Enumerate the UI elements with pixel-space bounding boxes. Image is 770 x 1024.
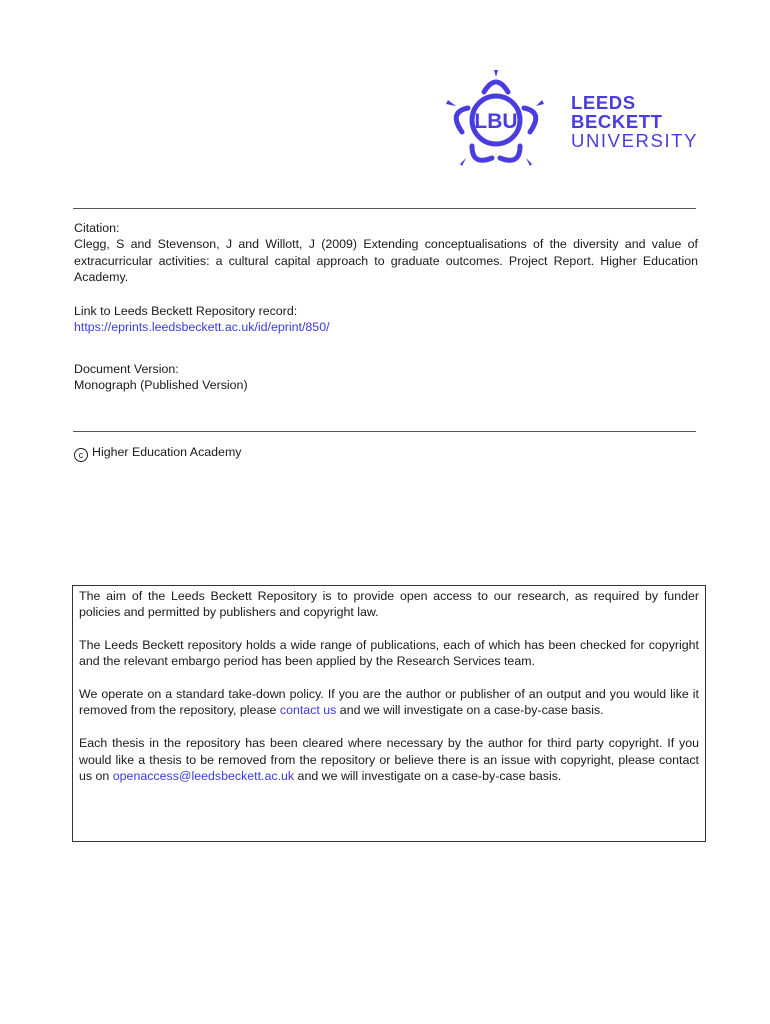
logo-wordmark xyxy=(571,93,698,150)
repository-notice-box xyxy=(72,585,706,842)
logo-monogram: LBU xyxy=(474,110,518,133)
document-version-heading: Document Version: xyxy=(74,362,179,376)
citation-block xyxy=(74,220,698,286)
notice-p4-end: and we will investigate on a case-by-case basis. xyxy=(294,768,562,783)
notice-paragraph-1: The aim of the Leeds Beckett Repository is to provide open access to our research, as required by funder policies and permitted by publishers and copyright law. xyxy=(79,589,699,620)
copyright-icon: c xyxy=(74,448,88,462)
notice-p3-end: and we will investigate on a case-by-case basis. xyxy=(336,703,604,718)
notice-paragraph-4 xyxy=(79,735,699,784)
top-divider xyxy=(73,208,696,209)
repository-link[interactable]: https://eprints.leedsbeckett.ac.uk/id/eprint/850/ xyxy=(74,320,330,335)
notice-p3-text: We operate on a standard take-down policy. If you are the author or publisher of an output and you would like it removed from the repository, please xyxy=(79,687,699,718)
notice-p4-text: Each thesis in the repository has been cleared where necessary by the author for third party copyright. If you would like a thesis to be removed from the repository or believe there is an issue with copyright, please contact us on xyxy=(79,736,699,783)
document-version-value: Monograph (Published Version) xyxy=(74,378,248,393)
email-link[interactable]: openaccess@leedsbeckett.ac.uk xyxy=(112,768,295,783)
notice-paragraph-2: The Leeds Beckett repository holds a wide range of publications, each of which has been checked for copyright and the relevant embargo period has been applied by the Research Services team. xyxy=(79,638,699,669)
citation-text: Clegg, S and Stevenson, J and Willott, J (2009) Extending conceptualisations of the diversity and value of extracurricular activities: a cultural capital approach to graduate outcomes. Project Report. Higher Education Academy. xyxy=(74,237,698,285)
notice-paragraph-3 xyxy=(79,686,699,719)
copyright-line xyxy=(74,444,241,462)
repository-link-heading: Link to Leeds Beckett Repository record: xyxy=(74,304,298,318)
logo-line-3: UNIVERSITY xyxy=(571,130,699,151)
contact-us-link[interactable]: contact us xyxy=(279,703,337,718)
rose-emblem-icon xyxy=(440,68,552,172)
logo-line-1: LEEDS xyxy=(571,92,636,113)
document-version-block xyxy=(74,361,698,394)
university-logo xyxy=(440,68,702,172)
repository-link-block xyxy=(74,303,698,336)
middle-divider xyxy=(73,431,696,432)
logo-line-2: BECKETT xyxy=(571,111,663,132)
copyright-holder: Higher Education Academy xyxy=(92,445,242,459)
citation-heading: Citation: xyxy=(74,221,120,235)
